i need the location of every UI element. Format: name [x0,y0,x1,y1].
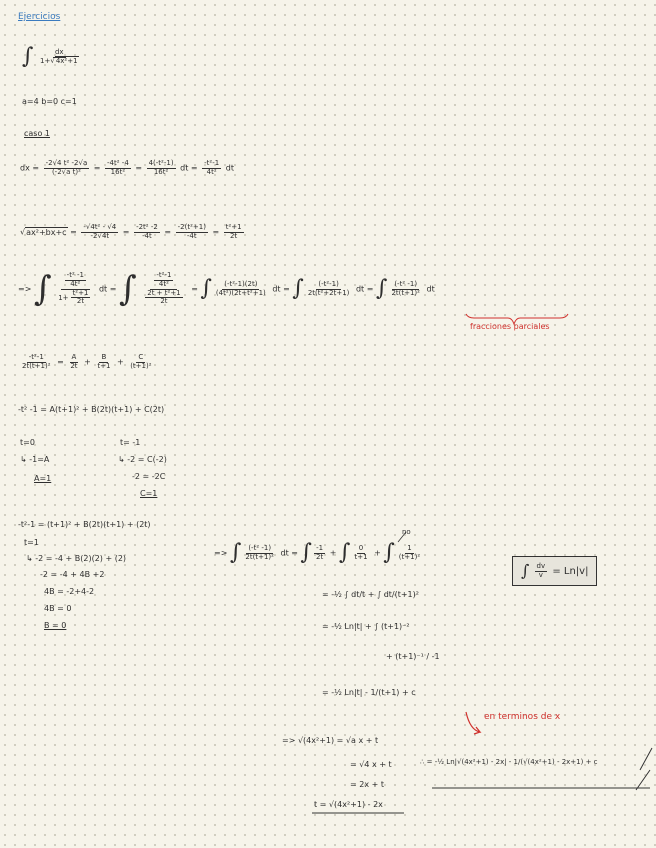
fracciones-parciales-note: fracciones parciales [470,322,550,331]
integral-num: dx [54,47,64,56]
tm1-line-2: ↳ -2 = C(-2) [118,455,167,464]
root-f1-num: -√4t² - √4 [83,223,117,231]
res-arrow: => [214,548,228,558]
dx-line: dx = $\frac{\text{-2√4 t² -2√a}}{\text{(-2√a t)²}}$ = $\frac{\text{-4t² -4}}{\text{16t²}}$ = $\frac{\text{4(-t²-1)}}{\text{16t²}}$ dt = $\frac{\text{-t²-1}}{\text{4t²}}$ dt [20,159,234,176]
t0-result: A=1 [34,474,52,483]
root-f3-num: -2(t²+1) [177,223,206,231]
page-title: Ejercicios [18,12,61,22]
formula-num: dv [536,562,546,570]
coefficients: a=4 b=0 c=1 [22,97,77,106]
integral-den-pre: 1+ [40,56,51,65]
root-line: √ax²+bx+c = $\frac{\text{-√4t² - √4}}{-2√4t}$ = $\frac{\text{-2t² -2}}{-4t}$ = $\frac{\text{-2(t²+1)}}{-4t}$ = $\frac{\text{t²+1}}{2t}$ [20,223,242,240]
big-e-den: 2t(t²+2t+1) [307,288,350,297]
pf-l-num: -t²-1 [28,353,44,361]
t1-line-3: ↳ -2 = -4 + B(2)(2) + (2) [26,554,127,563]
res-a-den: 2t [315,552,324,561]
arrow-mark [466,712,480,734]
root-f1-den: -2√4t [90,231,110,240]
result-integral: => ∫ $\frac{\text{(-t² -1)}}{\text{2t(t+1)²}}$ dt = ∫ $\frac{-1}{2t}$ + ∫ $\frac{0}{t+1}$ + ∫ $\frac{1}{\text{(t+1)²}}$ [214,540,421,565]
poly-identity: -t² -1 = A(t+1)² + B(2t)(t+1) + C(2t) [18,405,165,414]
big-eq-1: = [191,284,198,294]
root-f4-num: t²+1 [225,223,242,231]
final-slash [636,748,652,790]
big-dt-2: dt = [272,284,290,294]
res-c-num: 1 [407,543,412,552]
big-d-num: (-t²-1)(2t) [224,279,258,288]
dx-f1-den: (-2√a t)² [51,167,81,176]
t1-line-6: 4B = 0 [44,604,72,613]
big-b-num: t²+1 [72,288,89,297]
t1-line-1: -t²-1 = (t+1)² + B(2t)(t+1) + (2t) [18,520,151,529]
step-2: = -½ Ln|t| + ∫ (t+1)⁻² [322,622,410,631]
res-c-den: (t+1)² [398,552,421,561]
pf-c-den: (t+1)² [130,361,152,370]
log-formula-box: ∫ $\frac{dv}{v}$ = Ln|v| [512,556,597,586]
dx-f3-num: 4(-t²-1) [148,159,174,167]
sub-line-2: = √4 x + t [350,760,392,769]
sub-line-3: = 2x + t [350,780,384,789]
en-terminos-note: en terminos de x [484,712,561,722]
t0-line-1: t=0 [20,438,35,447]
t1-line-4: -2 = -4 + 4B +2 [40,570,105,579]
final-answer: ∴ = -½ Ln|√(4x²+1) - 2x| - 1/(√(4x²+1) - 2x+1) + c [420,758,598,766]
dx-f2-den: 16t² [110,167,126,176]
root-eq: = [70,227,77,237]
dx-lead: dx = [20,163,40,173]
pf-a-num: A [71,353,77,361]
big-c2-den: 2t [160,297,168,306]
res-l-den: 2t(t+1)² [245,552,274,561]
big-f-num: (-t² -1) [394,279,418,288]
big-a-num: -t² -1 [66,271,84,280]
tm1-line-3: -2 = -2C [132,472,166,481]
pf-c-num: C [138,353,144,361]
sub-result: t = √(4x²+1) - 2x [314,800,383,809]
t1-result: B = 0 [44,621,67,630]
res-dt: dt = [280,548,298,558]
main-integral: ∫ $\frac{dx}{\text{1+√4x²+1}}$ [22,44,78,69]
big-f-den: 2t(t+1)² [391,288,420,297]
dx-mid: dt = [180,163,198,173]
big-e-num: (-t²-1) [318,279,339,288]
root-f2-den: -4t [142,231,152,240]
case-label: caso 1 [24,129,50,138]
root-f2-num: -2t² -2 [136,223,158,231]
substitution-line: => ∫ $\frac{\text{-t² -1}}{\text{4t²}}$ 1+ $\frac{\text{t²+1}}{2t}$ dt = ∫ $\frac{\frac{\text{-t²-1}}{\text{4t²}}}{\frac{\text{2t + t²+1}}{2t}}$ = ∫ $\frac{\text{(-t²-1)(2t)}}{\text{(4t²)(2t+t²+1)}}$ dt = ∫ $\frac{\text{(-t²-1)}}{\text{2t(t²+2t+1)}}$ dt = ∫ $\frac{\text{(-t² -1)}}{\text{2t(t+1)²}}$ dt [18,269,435,309]
big-tail-dt: dt [426,284,435,294]
root-lead: ax²+bx+c [26,227,67,237]
big-c2-num: 2t + t²+1 [147,288,181,297]
big-arrow: => [18,284,32,294]
root-f4-den: 2t [230,231,238,240]
res-b-den: t+1 [354,552,368,561]
big-a-den: 4t² [70,279,81,288]
big-b-den: 2t [76,297,85,306]
pf-b-num: B [101,353,107,361]
no-annotation: no [402,528,411,536]
big-dt: dt = [98,284,117,294]
pf-a-den: 2t [70,361,78,370]
big-c-den: 4t² [158,279,169,288]
big-dt-3: dt = [355,284,374,294]
tm1-line-1: t= -1 [120,438,141,447]
dx-tail: dt [225,163,234,173]
dx-f4-den: 4t² [206,167,217,176]
t0-line-2: ↳ -1=A [20,455,50,464]
dx-f3-den: 16t² [153,167,169,176]
res-a-num: -1 [316,543,324,552]
partial-fraction-line: $\frac{\text{-t²-1}}{\text{2t(t+1)²}}$ = $\frac{A}{2t}$ + $\frac{B}{t+1}$ + $\frac{C}{\text{(t+1)²}}$ [22,353,152,370]
t1-line-2: t=1 [24,538,39,547]
dx-f4-num: -t²-1 [204,159,220,167]
big-d-den: (4t²)(2t+t²+1) [215,288,266,297]
step-4: = -½ Ln|t| - 1/(t+1) + c [322,688,416,697]
sub-line-1: => √(4x²+1) = √a x + t [282,736,379,745]
res-b-num: 0 [358,543,364,552]
pf-l-den: 2t(t+1)² [22,361,51,370]
big-b-pre: 1+ [58,293,69,302]
step-1: = -½ ∫ dt/t + ∫ dt/(t+1)² [322,590,419,599]
root-f3-den: -4t [186,231,197,240]
formula-den: v [538,570,543,579]
big-c-num: -t²-1 [156,271,172,280]
integral-den-root: 4x²+1 [55,56,78,65]
dx-f2-num: -4t² -4 [107,159,129,167]
t1-line-5: 4B = -2+4-2 [44,587,95,596]
pf-b-den: t+1 [97,361,111,370]
formula-rest: = Ln|v| [552,566,589,578]
step-3: + (t+1)⁻¹ / -1 [386,652,440,661]
dx-f1-num: -2√4 t² -2√a [45,159,88,167]
tm1-result: C=1 [140,489,158,498]
res-l-num: (-t² -1) [248,543,272,552]
